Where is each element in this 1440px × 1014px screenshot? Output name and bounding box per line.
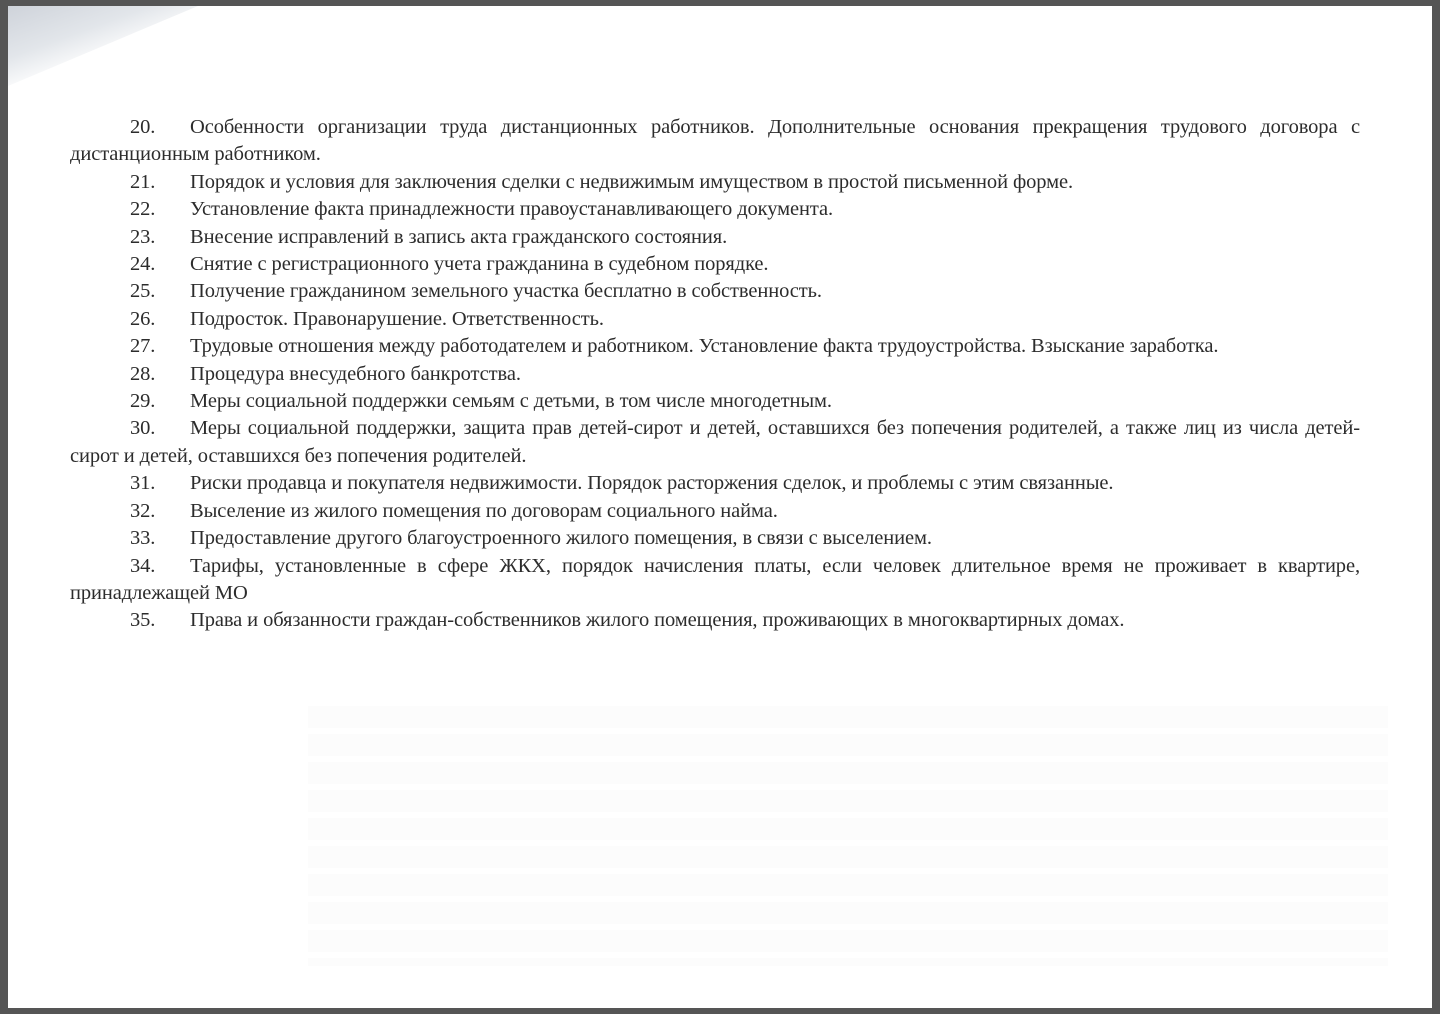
item-text: Порядок и условия для заключения сделки с недвижимым имуществом в простой письменной форме. (190, 170, 1074, 193)
list-item (70, 196, 1360, 223)
topic-list (70, 114, 1360, 635)
list-item (70, 525, 1360, 552)
item-number: 27. (130, 335, 156, 358)
scan-bleed-through (308, 706, 1388, 966)
list-item (70, 415, 1360, 470)
item-number: 20. (130, 116, 156, 138)
item-text: Установление факта принадлежности правоустанавливающего документа. (190, 198, 834, 221)
item-text: Трудовые отношения между работодателем и работником. Установление факта трудоустройства. Взыскание заработка. (190, 335, 1219, 358)
list-item (70, 306, 1360, 333)
list-item (70, 388, 1360, 415)
list-item (70, 498, 1360, 525)
list-item (70, 553, 1360, 608)
item-number: 31. (130, 472, 156, 495)
item-text: Снятие с регистрационного учета гражданина в судебном порядке. (190, 253, 769, 276)
item-text: Особенности организации труда дистанционных работников. Дополнительные основания прекращения трудового договора с дистанционным работником. (70, 116, 1360, 166)
list-item (70, 114, 1360, 169)
item-number: 21. (130, 170, 156, 193)
item-number: 25. (130, 280, 156, 303)
item-text: Меры социальной поддержки, защита прав детей-сирот и детей, оставшихся без попечения родителей, а также лиц из числа детей-сирот и детей, оставшихся без попечения родителей. (70, 417, 1360, 467)
item-text: Предоставление другого благоустроенного жилого помещения, в связи с выселением. (190, 527, 932, 550)
item-number: 24. (130, 253, 156, 276)
item-number: 22. (130, 198, 156, 221)
item-number: 32. (130, 499, 156, 522)
item-text: Внесение исправлений в запись акта гражданского состояния. (190, 225, 728, 248)
list-item (70, 224, 1360, 251)
item-text: Тарифы, установленные в сфере ЖКХ, порядок начисления платы, если человек длительное время не проживает в квартире, принадлежащей МО (70, 554, 1360, 604)
list-item (70, 169, 1360, 196)
item-text: Меры социальной поддержки семьям с детьми, в том числе многодетным. (190, 390, 832, 413)
item-number: 33. (130, 527, 156, 550)
item-text: Риски продавца и покупателя недвижимости. Порядок расторжения сделок, и проблемы с этим связанные. (190, 472, 1114, 495)
page-corner-fold (8, 6, 198, 86)
item-number: 29. (130, 390, 156, 413)
item-text: Права и обязанности граждан-собственников жилого помещения, проживающих в многоквартирных домах. (190, 609, 1125, 632)
item-number: 34. (130, 554, 156, 577)
list-item (70, 470, 1360, 497)
item-number: 28. (130, 362, 156, 385)
list-item (70, 251, 1360, 278)
item-text: Подросток. Правонарушение. Ответственность. (190, 307, 604, 330)
list-item (70, 333, 1360, 360)
item-number: 23. (130, 225, 156, 248)
item-number: 30. (130, 417, 156, 440)
item-text: Получение гражданином земельного участка бесплатно в собственность. (190, 280, 822, 303)
item-text: Процедура внесудебного банкротства. (190, 362, 521, 385)
item-number: 35. (130, 609, 156, 632)
list-item (70, 278, 1360, 305)
list-item (70, 607, 1360, 634)
list-item (70, 361, 1360, 388)
item-text: Выселение из жилого помещения по договорам социального найма. (190, 499, 778, 522)
item-number: 26. (130, 307, 156, 330)
document-page (8, 6, 1432, 1008)
